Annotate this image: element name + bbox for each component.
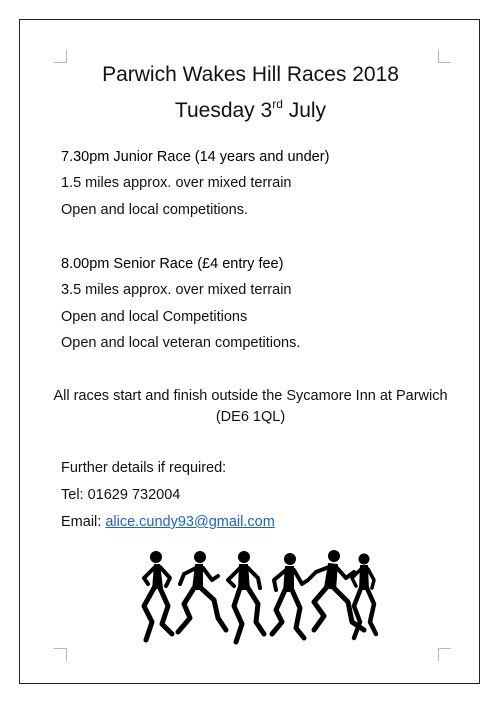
margin-mark-top-left [54, 50, 67, 63]
senior-race-veteran: Open and local veteran competitions. [61, 335, 301, 351]
email-link[interactable]: alice.cundy93@gmail.com [105, 514, 275, 530]
margin-mark-top-right [438, 50, 451, 63]
junior-race-distance: 1.5 miles approx. over mixed terrain [61, 175, 292, 191]
junior-race-competitions: Open and local competitions. [61, 202, 248, 218]
runner-2 [178, 551, 226, 632]
runner-3 [228, 551, 264, 642]
date-day: Tuesday 3 [174, 99, 273, 122]
email-label: Email: [61, 514, 106, 530]
margin-mark-bottom-left [54, 648, 67, 661]
runner-1 [144, 551, 172, 640]
date-ordinal: rd [272, 97, 283, 111]
runners-silhouette-icon [128, 548, 378, 646]
junior-race-heading: 7.30pm Junior Race (14 years and under) [61, 149, 330, 165]
contact-tel: Tel: 01629 732004 [61, 487, 181, 503]
document-page [19, 19, 480, 684]
senior-race-distance: 3.5 miles approx. over mixed terrain [61, 282, 292, 298]
document-date [20, 97, 481, 123]
document-title: Parwich Wakes Hill Races 2018 [102, 63, 399, 86]
senior-race-competitions: Open and local Competitions [61, 309, 248, 325]
runner-5 [310, 550, 364, 630]
venue-text: All races start and finish outside the Sycamore Inn at Parwich (DE6 1QL) [53, 388, 448, 425]
runner-4 [272, 553, 308, 638]
margin-mark-bottom-right [438, 648, 451, 661]
date-month: July [282, 99, 327, 122]
contact-intro: Further details if required: [61, 460, 227, 476]
senior-race-heading: 8.00pm Senior Race (£4 entry fee) [61, 256, 284, 272]
contact-email-line [61, 514, 275, 530]
